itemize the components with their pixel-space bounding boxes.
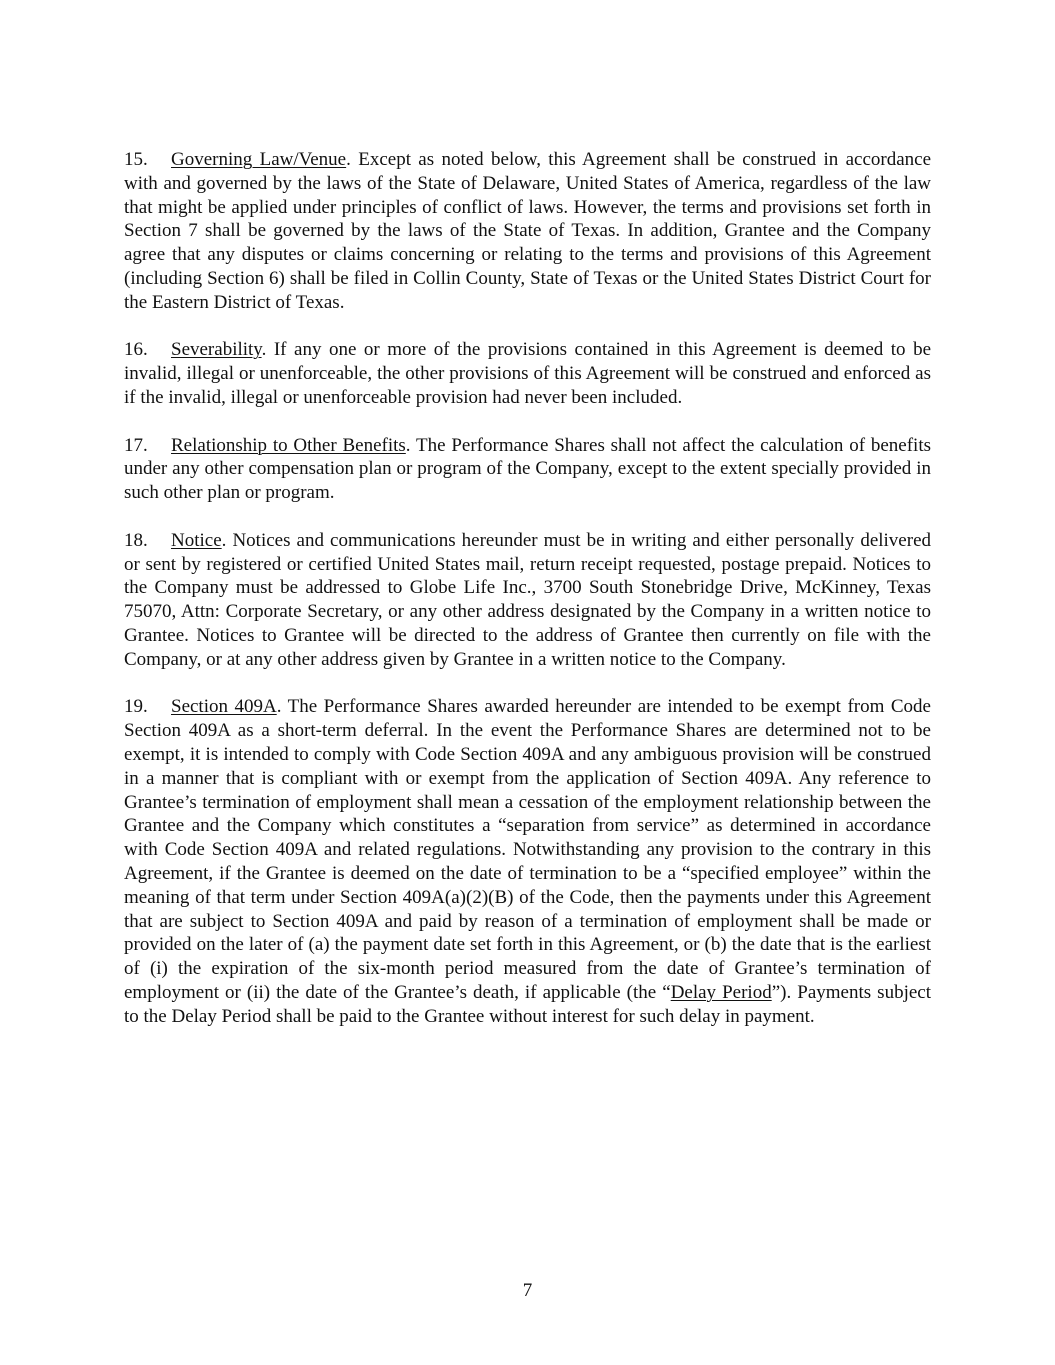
defined-term: Delay Period bbox=[670, 981, 772, 1003]
heading-punctuation: . bbox=[276, 696, 282, 718]
section-text: Notices and communications hereunder must be in writing and either personally delivered or sent by registered or certified United States mail, return receipt requested, postage prepaid. Notices to the Company must be addressed to Globe Life Inc., 3700 South Stonebridge Drive, McKinney, Texas 75070, Attn: Corporate Secretary, or any other address designated by the Company in a written notice to Grantee. Notices to Grantee will be directed to the address of Grantee then currently on file with the Company, or at any other address given by Grantee in a written notice to the Company. bbox=[124, 529, 932, 670]
section-heading: Relationship to Other Benefits bbox=[171, 434, 406, 456]
heading-punctuation: . bbox=[405, 434, 411, 456]
section-text: If any one or more of the provisions contained in this Agreement is deemed to be invalid, illegal or unenforceable, the other provisions of this Agreement will be construed and enforced as if the invalid, illegal or unenforceable provision had never been included. bbox=[124, 339, 931, 408]
section-number: 15. bbox=[124, 149, 148, 170]
section-number: 17. bbox=[124, 434, 148, 456]
section-18 bbox=[124, 529, 931, 672]
section-text-end: ”). Payments subject to the Delay Period shall be paid to the Grantee without interest for such delay in payment. bbox=[124, 981, 931, 1027]
section-number: 18. bbox=[124, 529, 148, 551]
page-number: 7 bbox=[522, 1280, 533, 1301]
section-heading: Notice bbox=[171, 529, 222, 551]
section-19 bbox=[124, 695, 931, 1028]
section-number: 19. bbox=[124, 696, 148, 718]
document-body bbox=[124, 148, 931, 1052]
section-number: 16. bbox=[124, 339, 148, 361]
section-text: The Performance Shares awarded hereunder are intended to be exempt from Code Section 409A as a short-term deferral. In the event the Performance Shares are determined not to be exempt, it is intended to comply with Code Section 409A and any ambiguous provision will be construed in a manner that is compliant with or exempt from the application of Section 409A. Any reference to Grantee’s termination of employment shall mean a cessation of the employment relationship between the Grantee and the Company which constitutes a “separation from service” as determined in accordance with Code Section 409A and related regulations. Notwithstanding any provision to the contrary in this Agreement, if the Grantee is deemed on the date of termination to be a “specified employee” within the meaning of that term under Section 409A(a)(2)(B) of the Code, then the payments under this Agreement that are subject to Section 409A and paid by reason of a termination of employment shall be made or provided on the later of (a) the payment date set forth in this Agreement, or (b) the date that is the earliest of (i) the expiration of the six-month period measured from the date of Grantee’s termination of employment or (ii) the date of the Grantee’s death, if applicable (the “ bbox=[124, 696, 931, 1003]
section-text: The Performance Shares shall not affect the calculation of benefits under any other compensation plan or program of the Company, except to the extent specially provided in such other plan or program. bbox=[124, 434, 931, 504]
heading-punctuation: . bbox=[261, 339, 267, 361]
section-text: Except as noted below, this Agreement shall be construed in accordance with and governed by the laws of the State of Delaware, United States of America, regardless of the law that might be applied under principles of conflict of laws. However, the terms and provisions set forth in Section 7 shall be governed by the laws of the State of Texas. In addition, Grantee and the Company agree that any disputes or claims concerning or relating to the terms and provisions of this Agreement (including Section 6) shall be filed in Collin County, State of Texas or the United States District Court for the Eastern District of Texas. bbox=[124, 149, 932, 313]
section-17 bbox=[124, 434, 931, 505]
section-16 bbox=[124, 338, 931, 409]
heading-punctuation: . bbox=[221, 529, 227, 551]
heading-punctuation: . bbox=[346, 149, 351, 170]
section-15 bbox=[124, 148, 931, 315]
section-heading: Governing Law/Venue bbox=[171, 149, 347, 170]
section-heading: Severability bbox=[171, 339, 262, 361]
section-heading: Section 409A bbox=[171, 696, 277, 718]
